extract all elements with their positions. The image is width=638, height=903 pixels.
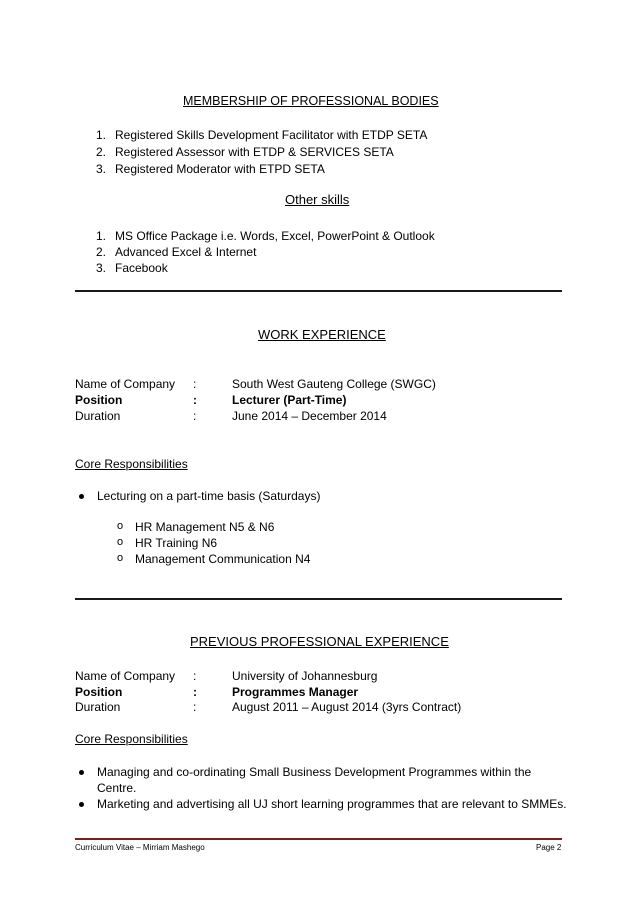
circle-bullet-icon: o (117, 520, 124, 532)
section-divider (75, 598, 562, 600)
circle-bullet-icon: o (117, 536, 124, 548)
list-number: 2. (96, 145, 107, 159)
company-value: South West Gauteng College (SWGC) (232, 377, 436, 391)
list-item: Registered Moderator with ETPD SETA (115, 162, 325, 176)
separator: : (193, 685, 197, 699)
bullet-icon (79, 802, 84, 807)
list-number: 2. (96, 245, 107, 259)
separator: : (193, 377, 197, 391)
sub-item: Management Communication N4 (135, 552, 311, 566)
position-label: Position (75, 393, 123, 407)
work-experience-heading: WORK EXPERIENCE (258, 327, 386, 342)
position-label: Position (75, 685, 123, 699)
page-number: Page 2 (536, 843, 562, 852)
duration-label: Duration (75, 409, 121, 423)
duration-value: August 2011 – August 2014 (3yrs Contract) (232, 700, 462, 714)
bullet-item: Managing and co-ordinating Small Business Development Programmes within the (97, 765, 532, 779)
footer-left: Curriculum Vitae – Mirriam Mashego (75, 843, 205, 852)
core-responsibilities-label: Core Responsibilities (75, 457, 188, 471)
list-item: Registered Assessor with ETDP & SERVICES SETA (115, 145, 394, 159)
company-label: Name of Company (75, 669, 176, 683)
bullet-item: Lecturing on a part-time basis (Saturdays) (97, 489, 321, 503)
bullet-icon (79, 494, 84, 499)
circle-bullet-icon: o (117, 552, 124, 564)
sub-item: HR Training N6 (135, 536, 218, 550)
bullet-item: Marketing and advertising all UJ short learning programmes that are relevant to SMMEs. (97, 797, 567, 811)
core-responsibilities-label: Core Responsibilities (75, 732, 188, 746)
membership-heading: MEMBERSHIP OF PROFESSIONAL BODIES (183, 94, 439, 108)
separator: : (193, 393, 197, 407)
previous-experience-heading: PREVIOUS PROFESSIONAL EXPERIENCE (190, 634, 449, 649)
footer-divider (75, 838, 562, 840)
position-value: Programmes Manager (232, 685, 359, 699)
separator: : (193, 409, 197, 423)
company-value: University of Johannesburg (232, 669, 378, 683)
list-item: MS Office Package i.e. Words, Excel, PowerPoint & Outlook (115, 229, 435, 243)
list-number: 1. (96, 229, 107, 243)
list-number: 3. (96, 162, 107, 176)
list-number: 1. (96, 128, 107, 142)
position-value: Lecturer (Part-Time) (232, 393, 347, 407)
list-item: Advanced Excel & Internet (115, 245, 257, 259)
other-skills-heading: Other skills (285, 192, 350, 207)
separator: : (193, 669, 197, 683)
section-divider (75, 290, 562, 292)
company-label: Name of Company (75, 377, 176, 391)
duration-value: June 2014 – December 2014 (232, 409, 387, 423)
sub-item: HR Management N5 & N6 (135, 520, 275, 534)
list-number: 3. (96, 261, 107, 275)
separator: : (193, 700, 197, 714)
list-item: Facebook (115, 261, 168, 275)
bullet-icon (79, 770, 84, 775)
list-item: Registered Skills Development Facilitator with ETDP SETA (115, 128, 428, 142)
bullet-item-continuation: Centre. (97, 781, 137, 795)
duration-label: Duration (75, 700, 121, 714)
